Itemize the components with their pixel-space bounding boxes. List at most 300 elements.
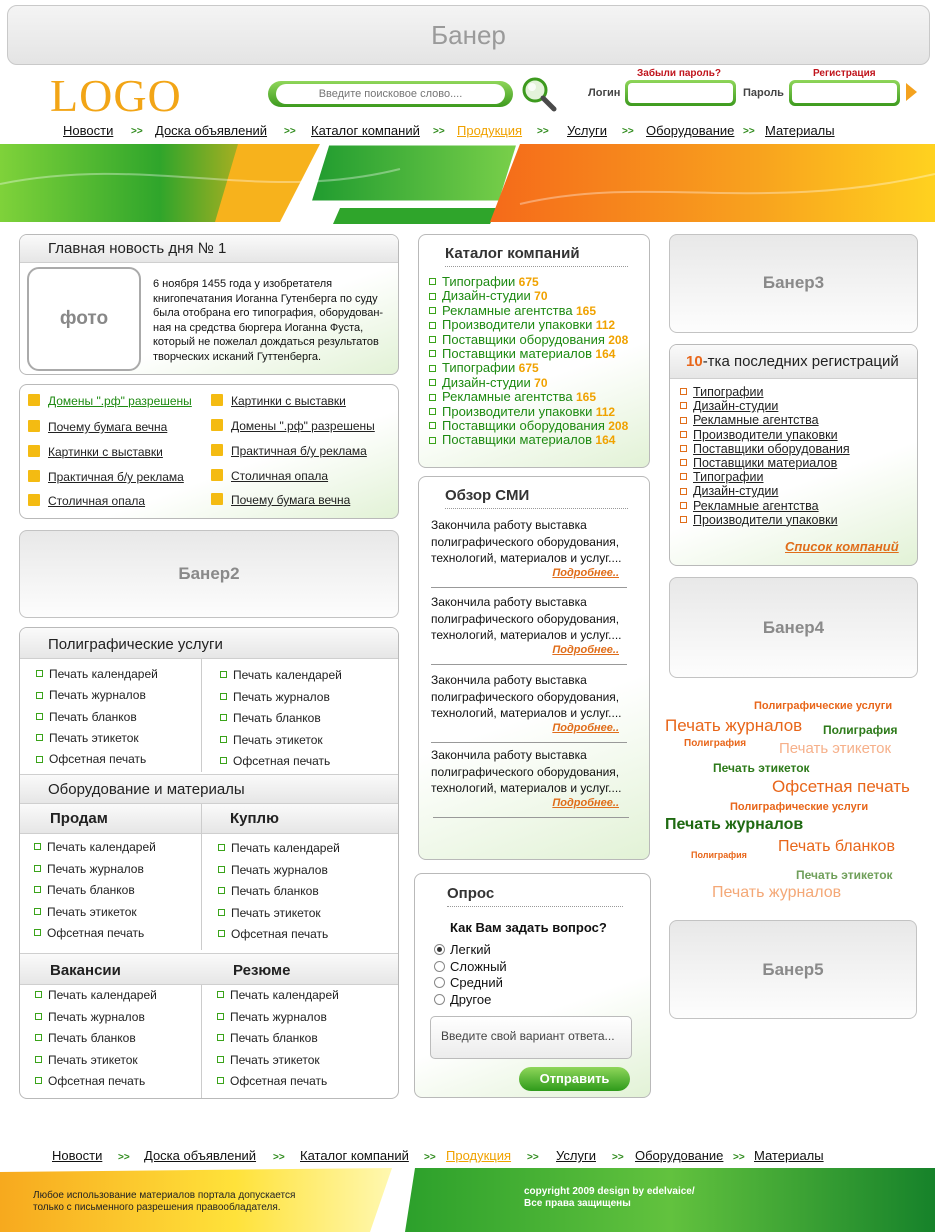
smi-more-link[interactable]: Подробнее.. bbox=[552, 796, 619, 809]
service-item[interactable] bbox=[218, 906, 321, 920]
search-button[interactable] bbox=[518, 74, 558, 114]
smi-more-link[interactable]: Подробнее.. bbox=[552, 566, 619, 579]
smi-item[interactable] bbox=[431, 594, 631, 658]
folder-icon bbox=[28, 420, 40, 432]
catalog-item-name[interactable]: Производители упаковки bbox=[442, 403, 593, 419]
news-line: книгопечатания Иоганна Гутенберга по суду bbox=[153, 292, 378, 305]
service-item-label: Печать этикеток bbox=[233, 732, 323, 747]
service-item-label: Офсетная печать bbox=[47, 926, 145, 940]
nav-separator: >> bbox=[118, 1152, 130, 1163]
catalog-item[interactable] bbox=[429, 274, 539, 289]
smi-item-line: полиграфического оборудования, bbox=[431, 611, 620, 626]
smi-more-link[interactable]: Подробнее.. bbox=[552, 721, 619, 734]
service-item[interactable] bbox=[36, 710, 137, 724]
service-item-label: Печать этикеток bbox=[48, 1052, 138, 1067]
login-input[interactable] bbox=[628, 83, 733, 103]
poll-option-label: Сложный bbox=[450, 958, 507, 974]
bullet-square-icon bbox=[35, 991, 42, 998]
catalog-item-count: 70 bbox=[534, 289, 548, 304]
register-link[interactable]: Регистрация bbox=[813, 68, 876, 79]
catalog-item-count: 675 bbox=[518, 361, 539, 376]
smi-more-link[interactable]: Подробнее.. bbox=[552, 643, 619, 656]
bullet-square-icon bbox=[217, 1077, 224, 1084]
header-decoration bbox=[0, 144, 935, 224]
catalog-item-name[interactable]: Рекламные агентства bbox=[442, 302, 573, 318]
catalog-item-count: 70 bbox=[534, 375, 548, 390]
top10-item-link[interactable]: Типографии bbox=[693, 470, 764, 485]
catalog-item[interactable] bbox=[429, 288, 548, 303]
footer-nav-news[interactable]: Новости bbox=[52, 1148, 103, 1163]
news-line: творческих исканий Гуттенберга. bbox=[153, 350, 322, 363]
service-item[interactable] bbox=[218, 863, 328, 877]
poll-option[interactable] bbox=[434, 975, 503, 990]
top10-item-link[interactable]: Рекламные агентства bbox=[693, 498, 819, 513]
footer-nav-services[interactable]: Услуги bbox=[556, 1148, 596, 1163]
bullet-square-icon bbox=[36, 713, 43, 720]
service-item-label: Печать календарей bbox=[230, 988, 339, 1002]
smi-item-line: Закончила работу выставка bbox=[431, 673, 587, 687]
radio-button[interactable] bbox=[434, 961, 445, 972]
tag-cloud-item[interactable]: Печать журналов bbox=[665, 816, 804, 833]
catalog-item[interactable] bbox=[429, 418, 628, 433]
nav-separator: >> bbox=[743, 126, 755, 137]
bullet-square-icon bbox=[220, 671, 227, 678]
radio-button[interactable] bbox=[434, 944, 445, 955]
smi-item-line: полиграфического оборудования, bbox=[431, 689, 620, 704]
search-input[interactable] bbox=[276, 84, 505, 104]
service-item[interactable] bbox=[35, 1010, 145, 1024]
service-item-label: Печать журналов bbox=[230, 1009, 327, 1024]
bullet-square-icon bbox=[220, 714, 227, 721]
service-item[interactable] bbox=[220, 668, 342, 682]
bullet-square-icon bbox=[429, 278, 436, 285]
service-item[interactable] bbox=[35, 1074, 145, 1088]
tag-cloud-item[interactable]: Полиграфия bbox=[691, 850, 747, 860]
bullet-square-icon bbox=[218, 909, 225, 916]
news-line: ная на средства бюргера Иоганна Фуста, bbox=[153, 321, 364, 334]
nav-separator: >> bbox=[733, 1152, 745, 1163]
poll-question: Как Вам задать вопрос? bbox=[450, 920, 607, 935]
smi-divider bbox=[431, 742, 627, 743]
folder-icon bbox=[211, 394, 223, 406]
service-item[interactable] bbox=[35, 988, 157, 1002]
top10-item[interactable] bbox=[680, 428, 838, 442]
bullet-square-icon bbox=[34, 908, 41, 915]
catalog-item[interactable] bbox=[429, 317, 615, 332]
service-item-label: Печать этикеток bbox=[230, 1052, 320, 1067]
tag-cloud-item[interactable]: Печать этикеток bbox=[779, 740, 892, 757]
jobs-subheader bbox=[20, 953, 399, 985]
footer-nav-materials[interactable]: Материалы bbox=[754, 1148, 824, 1163]
service-item-label: Печать журналов bbox=[49, 688, 146, 703]
footer-nav-equipment[interactable]: Оборудование bbox=[635, 1148, 724, 1163]
services-box bbox=[19, 627, 399, 1099]
service-item-label: Офсетная печать bbox=[233, 754, 331, 768]
catalog-item-name[interactable]: Поставщики материалов bbox=[442, 432, 593, 448]
service-item[interactable] bbox=[220, 733, 323, 747]
banner-3[interactable]: Банер3 bbox=[669, 234, 918, 333]
bullet-square-icon bbox=[34, 843, 41, 850]
smi-divider bbox=[431, 664, 627, 665]
bullet-square-icon bbox=[680, 473, 687, 480]
bullet-square-icon bbox=[429, 293, 436, 300]
bullet-square-icon bbox=[220, 757, 227, 764]
top10-item-link[interactable]: Производители упаковки bbox=[693, 512, 838, 527]
tag-cloud bbox=[660, 697, 930, 907]
catalog-title: Каталог компаний bbox=[445, 245, 628, 267]
banner-4[interactable]: Банер4 bbox=[669, 577, 918, 678]
folder-icon bbox=[211, 469, 223, 481]
top10-item-link[interactable]: Поставщики материалов bbox=[693, 456, 838, 470]
nav-catalog[interactable]: Каталог компаний bbox=[311, 123, 420, 138]
articles-box bbox=[19, 384, 399, 519]
service-item[interactable] bbox=[220, 711, 321, 725]
bullet-square-icon bbox=[217, 991, 224, 998]
article-link[interactable]: Почему бумага вечна bbox=[28, 420, 167, 434]
service-item-label: Печать бланков bbox=[230, 1031, 318, 1045]
bullet-square-icon bbox=[429, 379, 436, 386]
service-item-label: Печать журналов bbox=[231, 862, 328, 877]
bullet-square-icon bbox=[680, 417, 687, 424]
catalog-item-name[interactable]: Типографии bbox=[442, 360, 516, 376]
nav-separator: >> bbox=[273, 1152, 285, 1163]
service-item[interactable] bbox=[217, 1010, 327, 1024]
tag-cloud-item[interactable]: Полиграфия bbox=[823, 723, 898, 737]
tag-cloud-item[interactable]: Полиграфические услуги bbox=[730, 801, 869, 813]
poll-title: Опрос bbox=[447, 885, 623, 907]
catalog-item-count: 112 bbox=[595, 404, 616, 419]
top10-item-link[interactable]: Производители упаковки bbox=[693, 427, 838, 442]
poll-box bbox=[414, 873, 651, 1098]
catalog-item-count: 165 bbox=[575, 303, 597, 318]
service-item[interactable] bbox=[36, 731, 139, 745]
service-item[interactable] bbox=[217, 988, 339, 1002]
password-label: Пароль bbox=[743, 87, 784, 99]
poll-option-label: Другое bbox=[450, 991, 492, 1007]
top10-item[interactable] bbox=[680, 413, 819, 427]
bullet-square-icon bbox=[35, 1056, 42, 1063]
catalog-item-name[interactable]: Поставщики оборудования bbox=[442, 331, 605, 347]
nav-board[interactable]: Доска объявлений bbox=[155, 123, 268, 138]
service-item[interactable] bbox=[220, 754, 330, 768]
bullet-square-icon bbox=[680, 488, 687, 495]
buy-title: Куплю bbox=[230, 810, 279, 827]
column-divider bbox=[201, 985, 202, 1099]
bullet-square-icon bbox=[680, 502, 687, 509]
article-link[interactable]: Картинки с выставки bbox=[211, 394, 346, 408]
service-item[interactable] bbox=[34, 840, 156, 854]
tag-cloud-item[interactable]: Печать этикеток bbox=[796, 868, 893, 882]
news-line: 6 ноября 1455 года у изобретателя bbox=[153, 278, 333, 290]
top10-number: 10 bbox=[686, 353, 703, 370]
catalog-item-count: 164 bbox=[595, 433, 616, 448]
nav-news[interactable]: Новости bbox=[63, 123, 114, 138]
service-item-label: Печать этикеток bbox=[49, 730, 139, 745]
service-item[interactable] bbox=[35, 1031, 136, 1045]
nav-separator: >> bbox=[284, 126, 296, 137]
catalog-item[interactable] bbox=[429, 389, 596, 404]
bullet-square-icon bbox=[218, 844, 225, 851]
smi-item-line: технологий, материалов и услуг.... bbox=[431, 551, 622, 565]
bullet-square-icon bbox=[429, 437, 436, 444]
catalog-item-count: 675 bbox=[518, 275, 539, 289]
catalog-item[interactable] bbox=[429, 375, 548, 390]
service-item[interactable] bbox=[34, 862, 144, 876]
top10-title-text: -тка последних регистраций bbox=[702, 353, 899, 370]
service-item[interactable] bbox=[34, 905, 137, 919]
bullet-square-icon bbox=[34, 929, 41, 936]
poll-option[interactable] bbox=[434, 942, 491, 957]
main-news-title: Главная новость дня № 1 bbox=[20, 235, 398, 263]
company-list-link[interactable]: Список компаний bbox=[785, 539, 899, 554]
top10-item[interactable] bbox=[680, 442, 850, 456]
bullet-square-icon bbox=[217, 1034, 224, 1041]
smi-item-line: полиграфического оборудования, bbox=[431, 534, 620, 549]
poll-option[interactable] bbox=[434, 959, 507, 974]
article-link[interactable]: Столичная опала bbox=[28, 494, 145, 508]
top10-item[interactable] bbox=[680, 399, 778, 413]
nav-separator: >> bbox=[622, 126, 634, 137]
equipment-title: Оборудование и материалы bbox=[20, 774, 399, 804]
bullet-square-icon bbox=[35, 1034, 42, 1041]
folder-icon bbox=[28, 494, 40, 506]
bullet-square-icon bbox=[218, 930, 225, 937]
poll-submit-button[interactable]: Отправить bbox=[519, 1067, 630, 1091]
top10-item[interactable] bbox=[680, 499, 819, 513]
folder-icon bbox=[28, 445, 40, 457]
folder-icon bbox=[211, 419, 223, 431]
folder-icon bbox=[28, 470, 40, 482]
news-text bbox=[153, 277, 383, 364]
nav-separator: >> bbox=[433, 126, 445, 137]
catalog-item-name[interactable]: Рекламные агентства bbox=[442, 389, 573, 405]
nav-products[interactable]: Продукция bbox=[457, 123, 523, 138]
catalog-item[interactable] bbox=[429, 332, 628, 347]
main-news-box bbox=[19, 234, 399, 375]
password-field bbox=[789, 80, 900, 106]
top10-box bbox=[669, 344, 918, 566]
service-item[interactable] bbox=[217, 1031, 318, 1045]
footer-nav-board[interactable]: Доска объявлений bbox=[144, 1148, 257, 1163]
service-item-label: Печать этикеток bbox=[47, 904, 137, 919]
top10-item[interactable] bbox=[680, 484, 778, 498]
article-link[interactable]: Картинки с выставки bbox=[28, 445, 163, 459]
radio-button[interactable] bbox=[434, 977, 445, 988]
banner-5[interactable]: Банер5 bbox=[669, 920, 917, 1019]
catalog-item-name[interactable]: Типографии bbox=[442, 274, 516, 289]
service-item[interactable] bbox=[35, 1053, 138, 1067]
news-line: который не пожелал дождаться результатов bbox=[153, 336, 379, 348]
catalog-item[interactable] bbox=[429, 432, 615, 447]
smi-divider bbox=[433, 817, 629, 818]
catalog-item-name[interactable]: Производители упаковки bbox=[442, 317, 593, 333]
nav-separator: >> bbox=[527, 1152, 539, 1163]
bullet-square-icon bbox=[35, 1077, 42, 1084]
service-item-label: Печать календарей bbox=[231, 841, 340, 855]
top-banner[interactable]: Банер bbox=[7, 5, 930, 65]
search-bar bbox=[268, 81, 513, 107]
service-item[interactable] bbox=[218, 841, 340, 855]
column-divider bbox=[201, 804, 202, 950]
bullet-square-icon bbox=[34, 886, 41, 893]
service-item[interactable] bbox=[217, 1074, 327, 1088]
catalog-item[interactable] bbox=[429, 303, 596, 318]
catalog-item-name[interactable]: Поставщики материалов bbox=[442, 346, 593, 361]
copyright-line: Все права защищены bbox=[524, 1198, 631, 1209]
password-input[interactable] bbox=[792, 83, 897, 103]
smi-item[interactable] bbox=[431, 517, 631, 581]
footer-copyright bbox=[524, 1186, 695, 1210]
top10-item-link[interactable]: Дизайн-студии bbox=[693, 484, 779, 499]
top10-item[interactable] bbox=[680, 513, 838, 527]
catalog-item-name[interactable]: Поставщики оборудования bbox=[442, 418, 605, 433]
nav-materials[interactable]: Материалы bbox=[765, 123, 835, 138]
bullet-square-icon bbox=[680, 445, 687, 452]
smi-item[interactable] bbox=[431, 672, 631, 736]
tag-cloud-item[interactable]: Полиграфические услуги bbox=[754, 700, 893, 712]
service-item-label: Печать бланков bbox=[231, 884, 319, 898]
login-label: Логин bbox=[588, 87, 621, 99]
top10-item[interactable] bbox=[680, 456, 837, 470]
top10-item-link[interactable]: Поставщики оборудования bbox=[693, 441, 850, 456]
service-item[interactable] bbox=[218, 884, 319, 898]
nav-services[interactable]: Услуги bbox=[567, 123, 607, 138]
catalog-item-count: 164 bbox=[595, 347, 616, 361]
bullet-square-icon bbox=[217, 1056, 224, 1063]
footer-nav-catalog[interactable]: Каталог компаний bbox=[300, 1148, 409, 1163]
bullet-square-icon bbox=[35, 1013, 42, 1020]
service-item[interactable] bbox=[36, 752, 146, 766]
poll-option-label: Средний bbox=[450, 975, 503, 991]
service-item-label: Офсетная печать bbox=[231, 927, 329, 941]
poll-answer-input[interactable]: Введите свой вариант ответа... bbox=[430, 1016, 632, 1059]
resume-title: Резюме bbox=[233, 962, 291, 979]
copyright-line: copyright 2009 design by edelvaice/ bbox=[524, 1186, 695, 1197]
article-link[interactable]: Домены ".рф" разрешены bbox=[28, 394, 192, 408]
service-item-label: Печать журналов bbox=[48, 1009, 145, 1024]
radio-button[interactable] bbox=[434, 994, 445, 1005]
tag-cloud-item[interactable]: Печать журналов bbox=[665, 716, 803, 735]
bullet-square-icon bbox=[36, 692, 43, 699]
service-item[interactable] bbox=[217, 1053, 320, 1067]
folder-icon bbox=[28, 394, 40, 406]
service-item[interactable] bbox=[36, 667, 158, 681]
bullet-square-icon bbox=[218, 866, 225, 873]
footer-nav bbox=[0, 1148, 935, 1166]
smi-divider bbox=[431, 587, 627, 588]
nav-separator: >> bbox=[612, 1152, 624, 1163]
service-item[interactable] bbox=[218, 927, 328, 941]
catalog-item-name[interactable]: Дизайн-студии bbox=[442, 288, 531, 304]
smi-item[interactable] bbox=[431, 747, 631, 811]
poll-option[interactable] bbox=[434, 992, 491, 1007]
article-link[interactable]: Практичная б/у реклама bbox=[211, 444, 367, 458]
top10-title bbox=[670, 345, 917, 379]
catalog-item-count: 208 bbox=[608, 419, 629, 433]
folder-icon bbox=[211, 493, 223, 505]
top10-item-link[interactable]: Рекламные агентства bbox=[693, 413, 819, 428]
top10-item[interactable] bbox=[680, 470, 764, 484]
catalog-item[interactable] bbox=[429, 360, 539, 375]
service-item-label: Печать бланков bbox=[47, 883, 135, 897]
nav-equipment[interactable]: Оборудование bbox=[646, 123, 735, 138]
service-item[interactable] bbox=[220, 690, 330, 704]
article-link[interactable]: Почему бумага вечна bbox=[211, 493, 350, 507]
bullet-square-icon bbox=[680, 431, 687, 438]
smi-item-line: Закончила работу выставка bbox=[431, 595, 587, 609]
site-logo[interactable]: LOGO bbox=[50, 70, 182, 121]
forgot-password-link[interactable]: Забыли пароль? bbox=[637, 68, 721, 79]
login-submit-arrow-icon[interactable] bbox=[906, 83, 917, 101]
bullet-square-icon bbox=[220, 736, 227, 743]
bullet-square-icon bbox=[429, 350, 436, 357]
bullet-square-icon bbox=[217, 1013, 224, 1020]
article-link[interactable]: Практичная б/у реклама bbox=[28, 470, 184, 484]
bullet-square-icon bbox=[680, 402, 687, 409]
tag-cloud-item[interactable]: Печать бланков bbox=[778, 838, 895, 855]
service-item-label: Печать календарей bbox=[233, 668, 342, 682]
footer-notice-line: Любое использование материалов портала допускается bbox=[33, 1190, 296, 1201]
catalog-item-count: 165 bbox=[575, 390, 597, 405]
service-item-label: Печать журналов bbox=[47, 861, 144, 876]
catalog-item[interactable] bbox=[429, 404, 615, 419]
footer-nav-products[interactable]: Продукция bbox=[446, 1148, 512, 1163]
service-item-label: Печать календарей bbox=[47, 840, 156, 854]
service-item[interactable] bbox=[36, 688, 146, 702]
article-link[interactable]: Столичная опала bbox=[211, 469, 328, 483]
bullet-square-icon bbox=[429, 408, 436, 415]
bullet-square-icon bbox=[36, 756, 43, 763]
folder-icon bbox=[211, 444, 223, 456]
news-photo[interactable]: фото bbox=[27, 267, 141, 371]
bullet-square-icon bbox=[429, 322, 436, 329]
tag-cloud-item[interactable]: Печать журналов bbox=[712, 884, 842, 901]
smi-box bbox=[418, 476, 650, 860]
footer bbox=[0, 1168, 935, 1232]
service-item[interactable] bbox=[34, 926, 144, 940]
service-item[interactable] bbox=[34, 883, 135, 897]
service-item-label: Печать календарей bbox=[48, 988, 157, 1002]
top10-item[interactable] bbox=[680, 385, 764, 399]
catalog-item[interactable] bbox=[429, 346, 615, 361]
top10-item-link[interactable]: Дизайн-студии bbox=[693, 399, 779, 414]
bullet-square-icon bbox=[429, 365, 436, 372]
banner-2[interactable]: Банер2 bbox=[19, 530, 399, 618]
tag-cloud-item[interactable]: Печать этикеток bbox=[713, 761, 810, 775]
smi-item-line: Закончила работу выставка bbox=[431, 518, 587, 532]
smi-item-line: технологий, материалов и услуг.... bbox=[431, 706, 622, 720]
service-item-label: Офсетная печать bbox=[48, 1074, 146, 1088]
service-item-label: Печать бланков bbox=[49, 709, 137, 724]
bullet-square-icon bbox=[220, 693, 227, 700]
tag-cloud-item[interactable]: Офсетная печать bbox=[772, 777, 910, 796]
smi-title: Обзор СМИ bbox=[445, 487, 628, 509]
top10-item-link[interactable]: Типографии bbox=[693, 385, 764, 399]
smi-item-line: технологий, материалов и услуг.... bbox=[431, 628, 622, 642]
bullet-square-icon bbox=[429, 422, 436, 429]
column-divider bbox=[201, 659, 202, 772]
service-item-label: Печать бланков bbox=[48, 1031, 136, 1045]
bullet-square-icon bbox=[218, 887, 225, 894]
bullet-square-icon bbox=[36, 734, 43, 741]
nav-separator: >> bbox=[424, 1152, 436, 1163]
tag-cloud-item[interactable]: Полиграфия bbox=[684, 738, 747, 749]
catalog-item-count: 112 bbox=[595, 318, 616, 333]
article-link[interactable]: Домены ".рф" разрешены bbox=[211, 419, 375, 433]
services-title: Полиграфические услуги bbox=[20, 628, 398, 659]
catalog-item-name[interactable]: Дизайн-студии bbox=[442, 374, 531, 390]
bullet-square-icon bbox=[34, 865, 41, 872]
